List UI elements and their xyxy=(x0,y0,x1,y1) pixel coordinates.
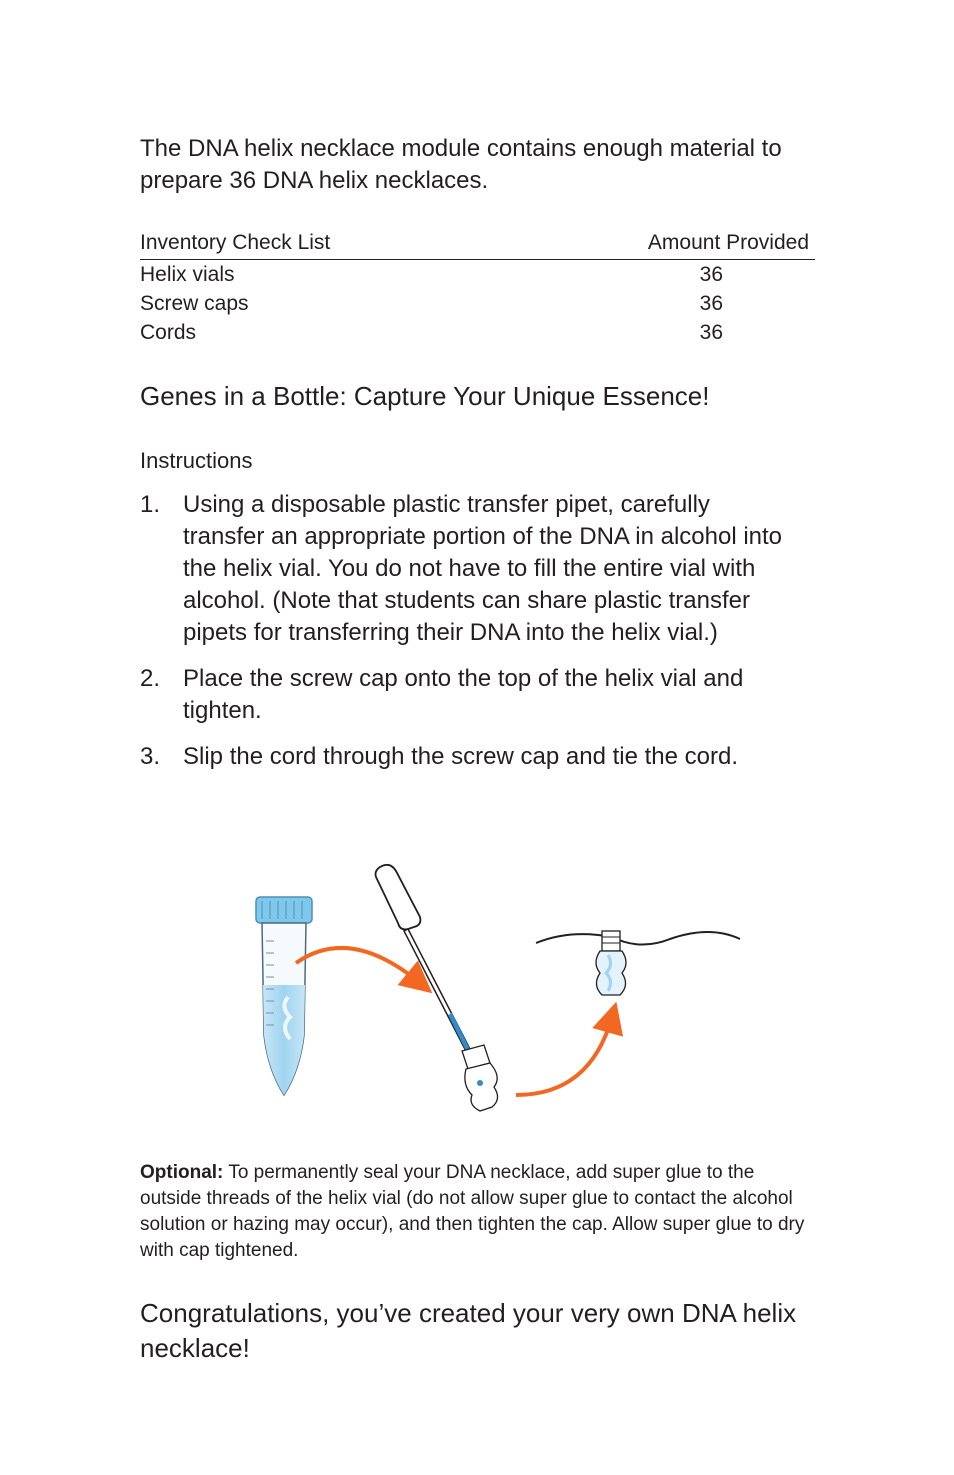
list-item xyxy=(140,489,815,649)
centrifuge-tube-icon xyxy=(256,897,312,1095)
inventory-table xyxy=(140,228,815,347)
list-item xyxy=(140,741,815,773)
inventory-item: Cords xyxy=(140,321,197,344)
step-text: Using a disposable plastic transfer pipet, carefully transfer an appropriate portion of the DNA in alcohol into the helix vial. You do not have to fill the entire vial with alcohol. (Note that students can share plastic transfer pipets for transferring their DNA into the helix vial.) xyxy=(183,491,783,646)
list-item xyxy=(140,663,815,727)
necklace-cord-icon xyxy=(536,932,740,945)
table-row xyxy=(140,289,815,318)
inventory-header xyxy=(140,228,815,260)
inventory-amount: 36 xyxy=(699,321,723,344)
optional-label: Optional: xyxy=(140,1162,224,1183)
helix-vial-icon xyxy=(462,1045,498,1111)
arrow-icon xyxy=(516,1017,612,1095)
table-row xyxy=(140,260,815,289)
step-number: 1. xyxy=(140,491,161,518)
inventory-amount: 36 xyxy=(699,263,723,286)
step-text: Slip the cord through the screw cap and tie the cord. xyxy=(183,743,738,770)
step-number: 2. xyxy=(140,665,161,692)
inventory-item: Helix vials xyxy=(140,263,235,286)
intro-text: The DNA helix necklace module contains enough material to prepare 36 DNA helix necklaces. xyxy=(140,135,782,194)
instruction-steps xyxy=(140,489,815,787)
table-row xyxy=(140,318,815,347)
arrow-icon xyxy=(296,948,420,983)
inventory-item: Screw caps xyxy=(140,292,249,315)
procedure-illustration xyxy=(240,855,760,1115)
step-text: Place the screw cap onto the top of the helix vial and tighten. xyxy=(183,665,744,724)
step-number: 3. xyxy=(140,743,161,770)
inventory-header-item: Inventory Check List xyxy=(140,231,331,254)
optional-text: To permanently seal your DNA necklace, add super glue to the outside threads of the helix vial (do not allow super glue to contact the alcohol solution or hazing may occur), and then tighten the cap. Allow super glue to dry with cap tightened. xyxy=(140,1162,805,1261)
inventory-amount: 36 xyxy=(699,292,723,315)
section-title: Genes in a Bottle: Capture Your Unique Essence! xyxy=(140,381,710,411)
optional-note xyxy=(140,1160,805,1264)
instructions-heading: Instructions xyxy=(140,448,253,473)
inventory-header-amount: Amount Provided xyxy=(647,231,809,254)
congratulations-heading: Congratulations, you’ve created your very own DNA helix necklace! xyxy=(140,1298,797,1363)
